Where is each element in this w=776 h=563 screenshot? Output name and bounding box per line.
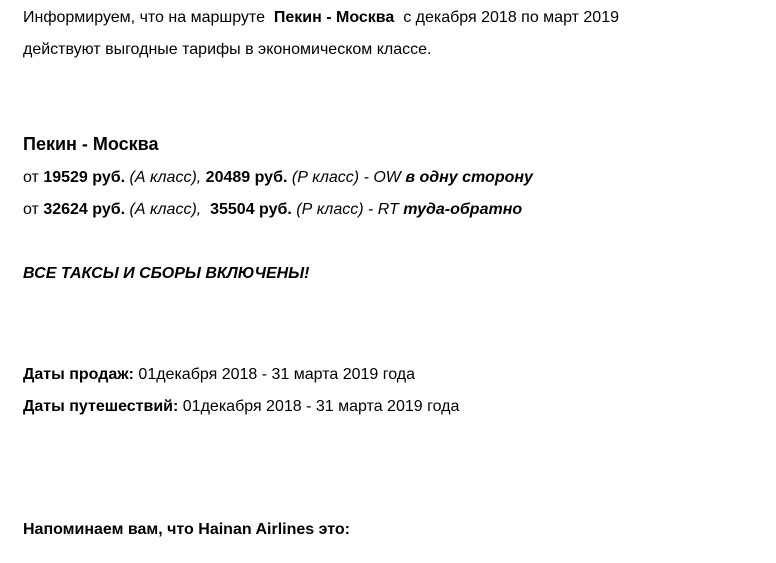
travel-dates-value: 01декабря 2018 - 31 марта 2019 года (182, 398, 460, 415)
travel-dates (23, 397, 459, 417)
intro-suffix: с декабря 2018 по март 2019 (403, 9, 619, 26)
rt-price-a: 32624 руб. (43, 201, 126, 218)
intro-line-2: действуют выгодные тарифы в экономическом классе. (23, 41, 432, 58)
rt-desc: туда-обратно (403, 201, 523, 218)
fare-line-ow (23, 168, 533, 188)
rt-code: - RT (368, 201, 399, 218)
ow-desc: в одну сторону (405, 169, 533, 186)
intro-prefix: Информируем, что на маршруте (23, 9, 265, 26)
taxes-note: ВСЕ ТАКСЫ И СБОРЫ ВКЛЮЧЕНЫ! (23, 265, 310, 282)
rt-class-a: (А класс), (129, 201, 202, 218)
rt-class-p: (Р класс) (296, 201, 364, 218)
ow-class-a: (А класс), (129, 169, 202, 186)
rt-price-p: 35504 руб. (210, 201, 292, 218)
ow-price-a: 19529 руб. (43, 169, 126, 186)
rt-from: от (23, 201, 39, 218)
sales-dates-label: Даты продаж: (23, 366, 134, 383)
intro-line-1 (23, 8, 619, 28)
reminder-line: Напоминаем вам, что Hainan Airlines это: (23, 521, 350, 538)
route-title: Пекин - Москва (23, 134, 159, 154)
ow-class-p: (Р класс) (291, 169, 360, 186)
sales-dates (23, 365, 415, 385)
ow-code: - OW (363, 169, 401, 186)
sales-dates-value: 01декабря 2018 - 31 марта 2019 года (138, 366, 415, 383)
ow-from: от (23, 169, 39, 186)
fare-line-rt (23, 200, 522, 220)
intro-route: Пекин - Москва (273, 9, 395, 26)
ow-price-p: 20489 руб. (205, 169, 288, 186)
travel-dates-label: Даты путешествий: (23, 398, 179, 415)
